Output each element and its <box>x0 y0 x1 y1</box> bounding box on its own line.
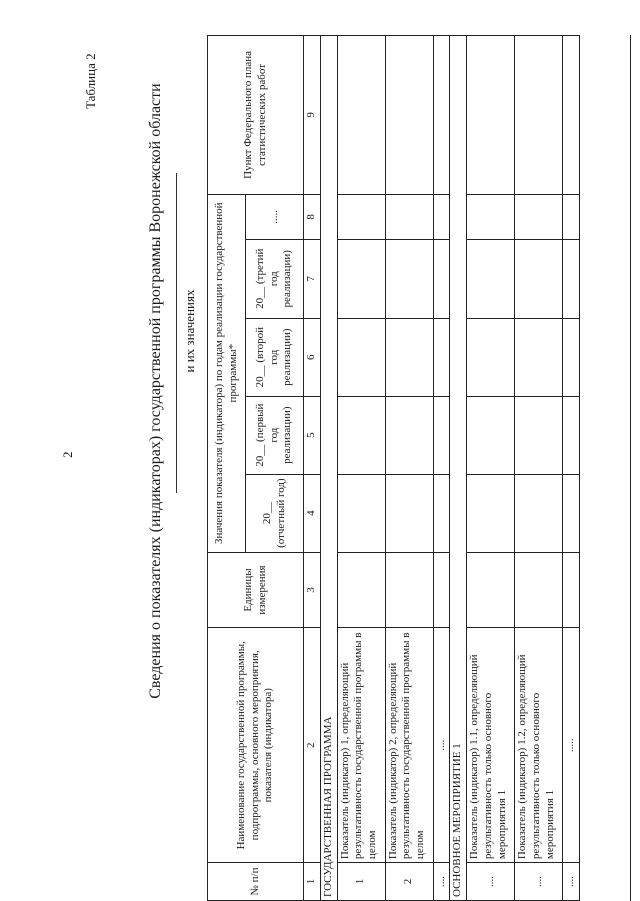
bottom-rule <box>630 35 631 901</box>
row-name: Показатель (индикатор) 1, определяющий результативность государственной программы в целом <box>337 628 385 863</box>
col-number-6: 6 <box>304 318 321 396</box>
row-number: 1 <box>337 863 385 901</box>
page-number: 2 <box>60 451 75 458</box>
header-year-third: 20__ (третий год реализации) <box>246 239 304 318</box>
row-number: .... <box>563 863 580 901</box>
col-number-3: 3 <box>304 552 321 628</box>
table-row <box>467 36 515 901</box>
header-year-first: 20__ (первый год реализации) <box>246 396 304 474</box>
header-row-1 <box>208 36 246 901</box>
section-row-gp <box>320 36 337 901</box>
table-row <box>563 36 580 901</box>
document-title: Сведения о показателях (индикаторах) государственной программы Воронежской области <box>147 83 164 699</box>
indicators-table <box>207 35 580 901</box>
row-name: Показатель (индикатор) 1.2, определяющий результативность только основного мероприятия 1 <box>515 628 563 863</box>
header-values-group: Значения показателя (индикатора) по годам реализации государственной программы* <box>208 194 246 552</box>
col-number-9: 9 <box>304 36 321 195</box>
col-number-8: 8 <box>304 194 321 239</box>
section-gp-label: ГОСУДАРСТВЕННАЯ ПРОГРАММА <box>320 36 337 901</box>
header-name: Наименование государственной программы, подпрограммы, основного мероприятия, показателя (индикатора) <box>208 628 304 863</box>
document-subtitle: и их значениях <box>182 289 197 373</box>
row-name: ..... <box>563 628 580 863</box>
subtitle-underline <box>176 173 177 493</box>
row-number: .... <box>433 863 450 901</box>
section-row-om <box>450 36 467 901</box>
col-number-2: 2 <box>304 628 321 863</box>
table-row <box>385 36 433 901</box>
header-year-report: 20__ (отчетный год) <box>246 474 304 552</box>
row-name: .... <box>433 628 450 863</box>
section-om-label: ОСНОВНОЕ МЕРОПРИЯТИЕ 1 <box>450 36 467 901</box>
header-year-second: 20__ (второй год реализации) <box>246 318 304 396</box>
header-units: Единицы измерения <box>208 552 304 628</box>
column-number-row <box>304 36 321 901</box>
col-number-7: 7 <box>304 239 321 318</box>
table-row <box>515 36 563 901</box>
row-number: .... <box>515 863 563 901</box>
row-name: Показатель (индикатор) 1.1, определяющий результативность только основного мероприятия 1 <box>467 628 515 863</box>
row-number: 2 <box>385 863 433 901</box>
row-number: .... <box>467 863 515 901</box>
col-number-1: 1 <box>304 863 321 901</box>
row-name: Показатель (индикатор) 2, определяющий результативность государственной программы в целом <box>385 628 433 863</box>
col-number-5: 5 <box>304 396 321 474</box>
table-label: Таблица 2 <box>83 53 98 109</box>
header-number: № п/п <box>208 863 304 901</box>
table-row <box>433 36 450 901</box>
header-year-more: ..... <box>246 194 304 239</box>
col-number-4: 4 <box>304 474 321 552</box>
table-row <box>337 36 385 901</box>
header-fpsr-item: Пункт Федерального плана статистических работ <box>208 36 304 195</box>
